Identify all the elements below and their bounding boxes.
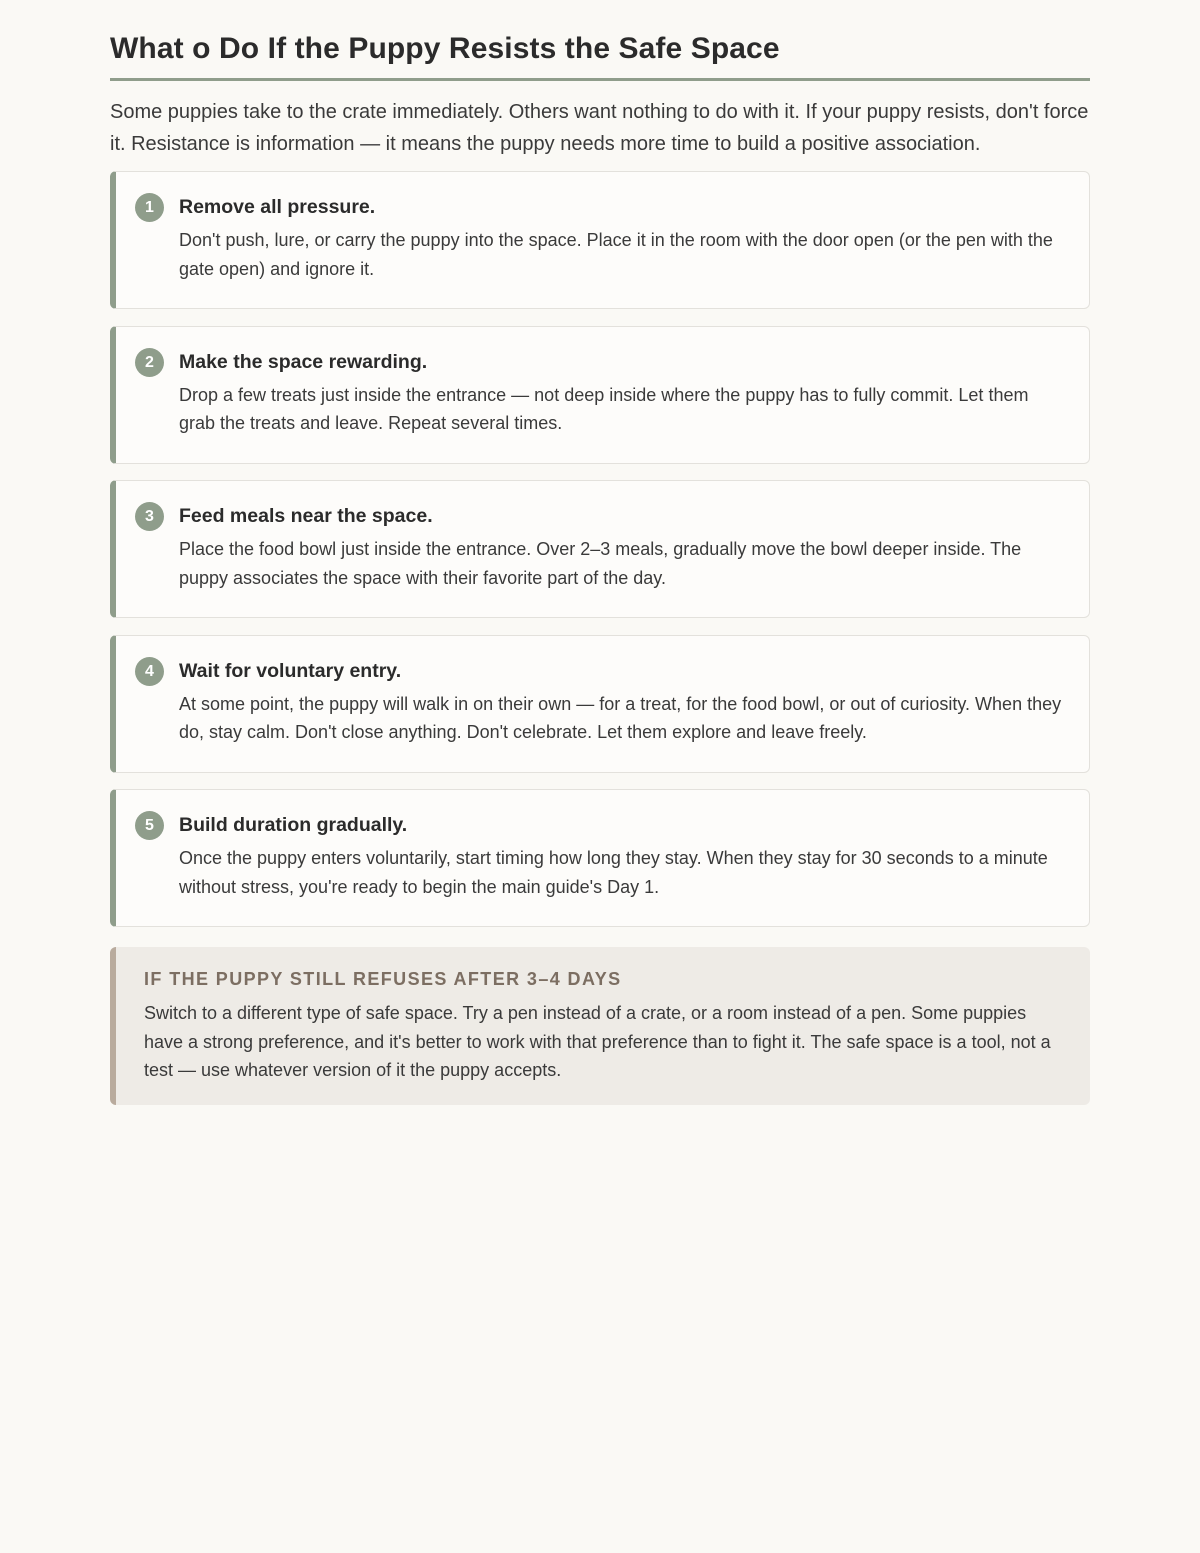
step-card-3 xyxy=(110,480,1090,618)
callout-title: IF THE PUPPY STILL REFUSES AFTER 3–4 DAYS xyxy=(144,969,622,989)
step-description: Place the food bowl just inside the entrance. Over 2–3 meals, gradually move the bowl deeper inside. The puppy associates the space with their favorite part of the day. xyxy=(179,539,1022,588)
page-title: What o Do If the Puppy Resists the Safe Space xyxy=(110,32,780,65)
step-description: Once the puppy enters voluntarily, start timing how long they stay. When they stay for 30 seconds to a minute without stress, you're ready to begin the main guide's Day 1. xyxy=(179,848,1048,897)
intro-paragraph: Some puppies take to the crate immediately. Others want nothing to do with it. If your puppy resists, don't force it. Resistance is information — it means the puppy needs more time to build a positive association. xyxy=(110,101,1089,155)
title-underline xyxy=(110,78,1090,81)
callout-text: Switch to a different type of safe space. Try a pen instead of a crate, or a room instead of a pen. Some puppies have a strong preference, and it's better to work with that preference than to fight it. The safe space is a tool, not a test — use whatever version of it the puppy accepts. xyxy=(144,1003,1051,1080)
step-card-2 xyxy=(110,326,1090,464)
step-number-badge: 2 xyxy=(135,348,164,377)
step-description: At some point, the puppy will walk in on their own — for a treat, for the food bowl, or out of curiosity. When they do, stay calm. Don't close anything. Don't celebrate. Let them explore and leave freely. xyxy=(179,693,1062,742)
step-title: Build duration gradually. xyxy=(179,814,408,836)
step-title: Wait for voluntary entry. xyxy=(179,659,402,682)
step-number-badge: 3 xyxy=(135,502,164,531)
step-card-5 xyxy=(110,789,1090,927)
step-description: Drop a few treats just inside the entrance — not deep inside where the puppy has to fully commit. Let them grab the treats and leave. Repeat several times. xyxy=(179,384,1029,433)
step-card-1 xyxy=(110,171,1090,309)
step-number-badge: 4 xyxy=(135,657,164,686)
step-number-badge: 1 xyxy=(135,193,164,222)
step-description: Don't push, lure, or carry the puppy into the space. Place it in the room with the door open (or the pen with the gate open) and ignore it. xyxy=(179,230,1053,279)
steps-list xyxy=(110,171,1090,927)
step-title: Remove all pressure. xyxy=(179,196,376,218)
step-card-4 xyxy=(110,635,1090,773)
step-title: Feed meals near the space. xyxy=(179,505,433,527)
callout-note xyxy=(110,947,1090,1105)
document-page xyxy=(110,0,1090,1105)
step-number-badge: 5 xyxy=(135,811,164,840)
step-title: Make the space rewarding. xyxy=(179,350,428,373)
